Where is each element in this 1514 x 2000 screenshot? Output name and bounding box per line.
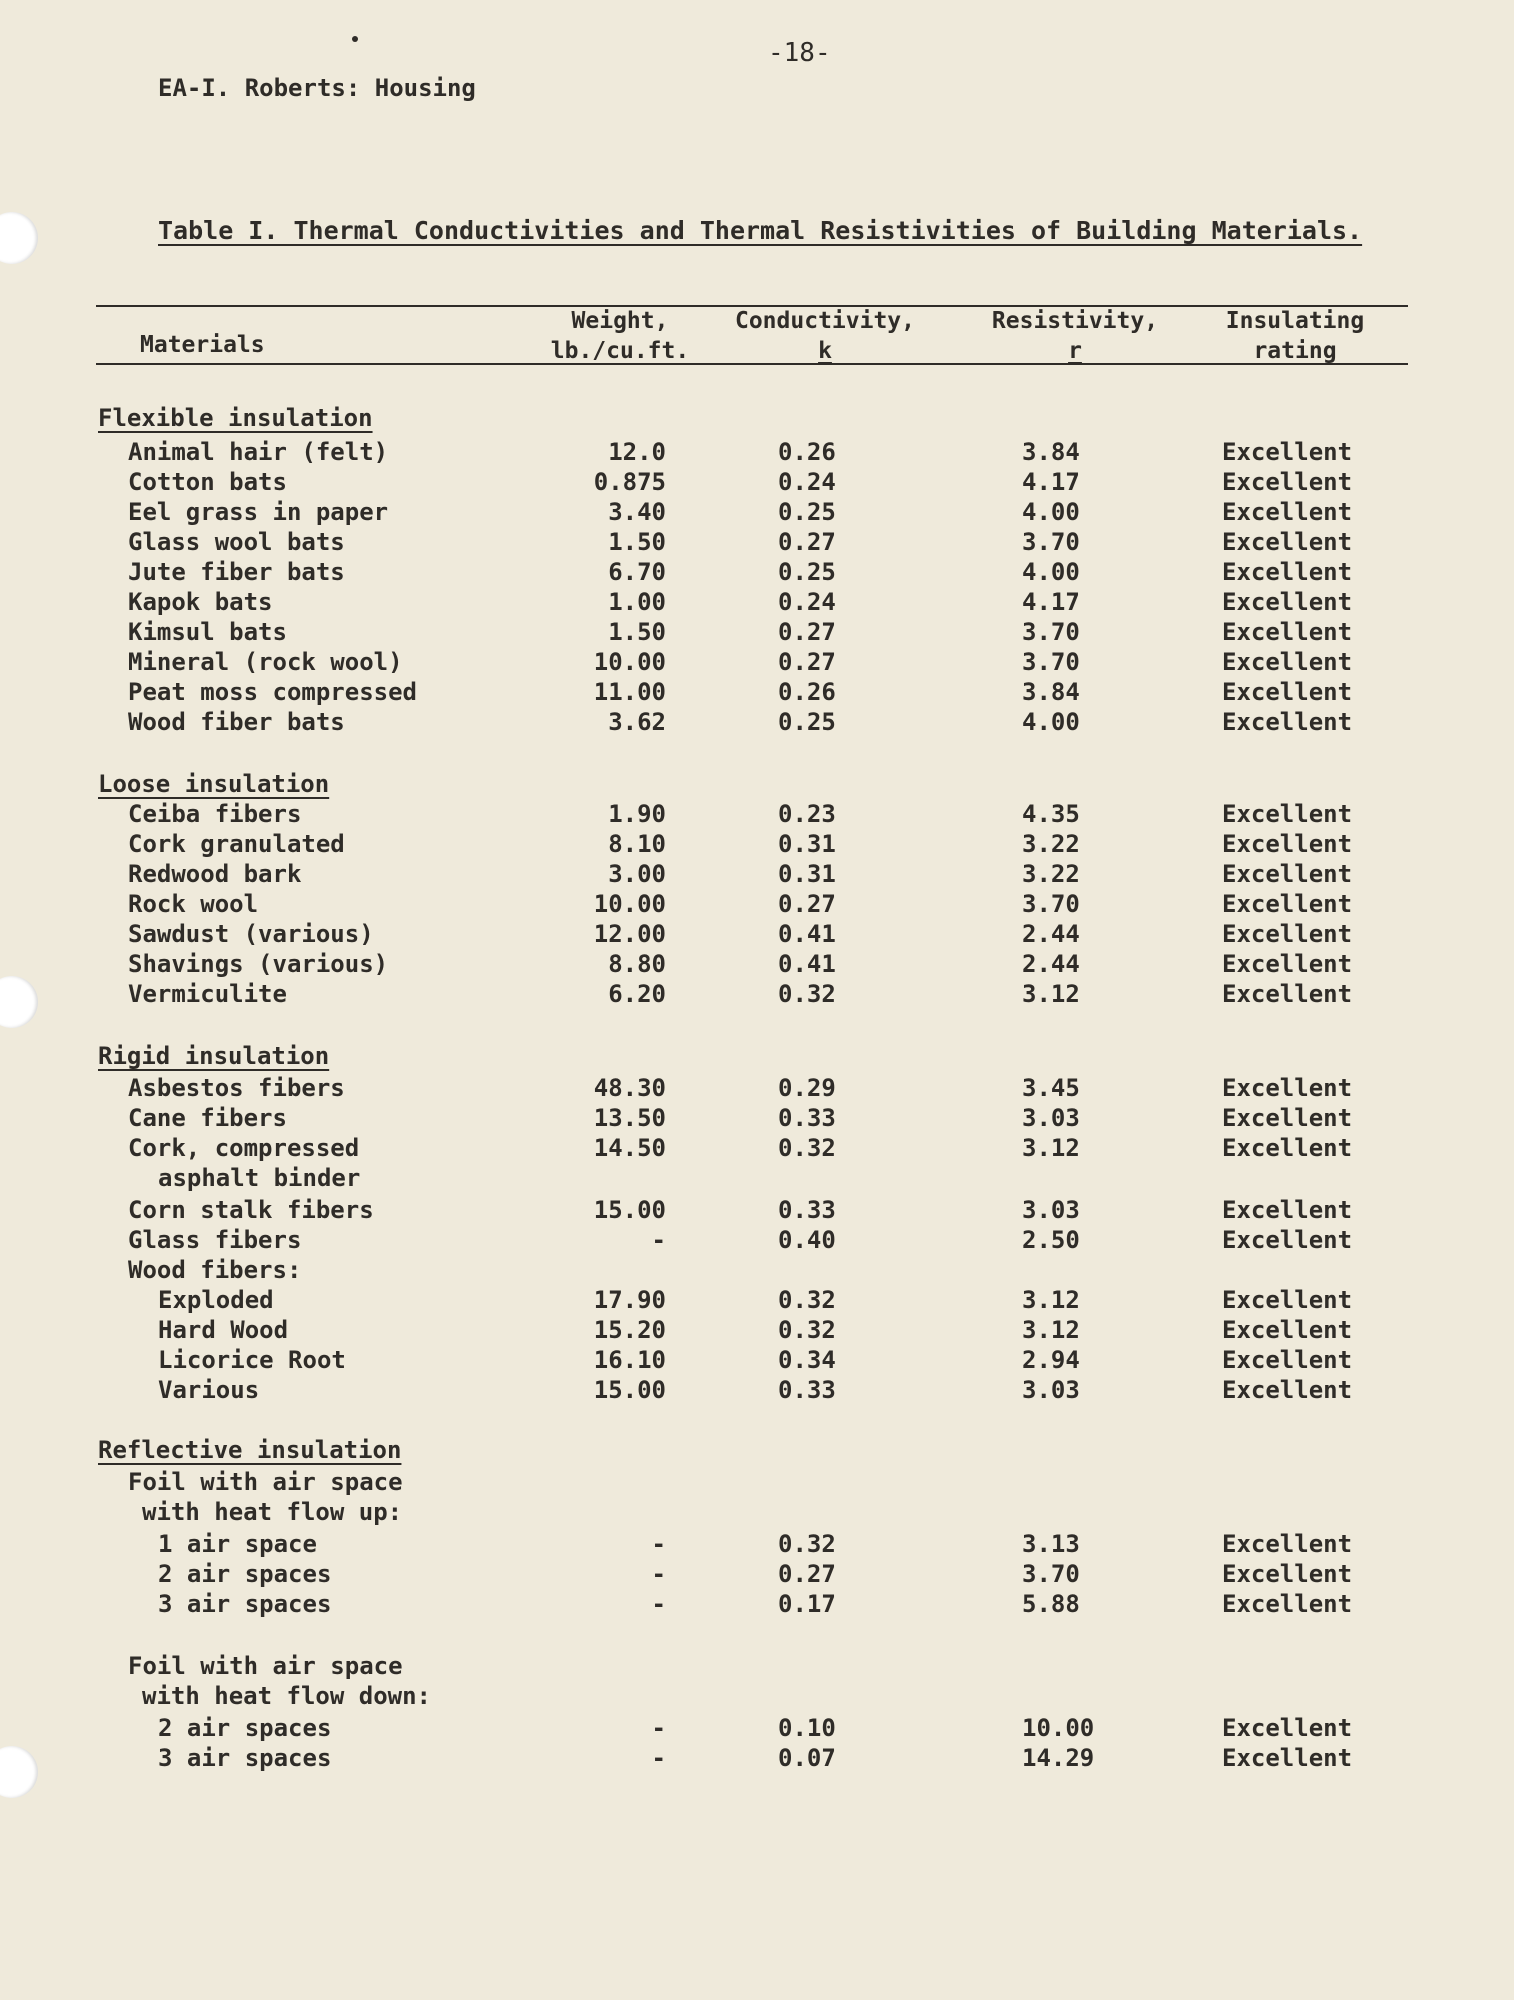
resistivity-value: 3.12 [1022,1316,1080,1344]
subgroup-heading-foil-up: Foil with air space [128,1468,403,1496]
weight-value: 3.40 [608,498,666,526]
weight-value: 48.30 [593,1074,666,1102]
table-row [0,860,1514,890]
conductivity-value: 0.27 [778,890,836,918]
resistivity-value: 3.12 [1022,980,1080,1008]
table-row [0,950,1514,980]
weight-value: 6.70 [608,558,666,586]
conductivity-value: 0.27 [778,648,836,676]
subgroup-heading-foil-up-cont: with heat flow up: [142,1498,403,1526]
resistivity-value: 2.94 [1022,1346,1080,1374]
weight-value: 12.00 [593,920,666,948]
material-name: Corn stalk fibers [128,1196,374,1224]
resistivity-value: 2.50 [1022,1226,1080,1254]
rating-value: Excellent [1222,1074,1353,1102]
table-row [0,830,1514,860]
rating-value: Excellent [1222,438,1353,466]
weight-value: 1.90 [608,800,666,828]
conductivity-value: 0.23 [778,800,836,828]
table-row [0,890,1514,920]
rating-value: Excellent [1222,708,1353,736]
material-name: Cane fibers [128,1104,287,1132]
rating-value: Excellent [1222,1134,1353,1162]
table-row [0,1376,1514,1406]
material-name: Mineral (rock wool) [128,648,403,676]
table-row [0,800,1514,830]
weight-value: 15.20 [593,1316,666,1344]
weight-value: 1.00 [608,588,666,616]
conductivity-value: 0.24 [778,588,836,616]
resistivity-value: 3.03 [1022,1196,1080,1224]
resistivity-value: 14.29 [1022,1744,1095,1772]
conductivity-value: 0.31 [778,860,836,888]
rating-value: Excellent [1222,1226,1353,1254]
table-row [0,708,1514,738]
weight-value: 0.875 [593,468,666,496]
resistivity-value: 4.17 [1022,468,1080,496]
section-heading-loose: Loose insulation [98,770,330,798]
subgroup-heading-foil-down: Foil with air space [128,1652,403,1680]
table-row [0,1590,1514,1620]
weight-value: 8.80 [608,950,666,978]
weight-value: 13.50 [593,1104,666,1132]
conductivity-value: 0.29 [778,1074,836,1102]
subgroup-heading-foil-down-cont: with heat flow down: [142,1682,431,1710]
material-name: Shavings (various) [128,950,389,978]
material-name: Cotton bats [128,468,287,496]
table-row [0,1286,1514,1316]
table-row [0,1134,1514,1164]
weight-value: 3.62 [608,708,666,736]
conductivity-value: 0.25 [778,708,836,736]
rating-value: Excellent [1222,1286,1353,1314]
rating-value: Excellent [1222,1560,1353,1588]
conductivity-value: 0.32 [778,1286,836,1314]
rating-value: Excellent [1222,800,1353,828]
resistivity-value: 3.70 [1022,890,1080,918]
conductivity-value: 0.17 [778,1590,836,1618]
rating-value: Excellent [1222,498,1353,526]
column-header-resistivity: Resistivity, r [991,308,1159,364]
material-name: Glass fibers [128,1226,302,1254]
column-header-conductivity: Conductivity, k [734,308,915,364]
column-header-rating: Insulating rating [1225,308,1365,364]
page-number: -18- [768,38,831,68]
weight-value: 1.50 [608,528,666,556]
resistivity-value: 3.70 [1022,528,1080,556]
weight-value: 1.50 [608,618,666,646]
section-heading-rigid: Rigid insulation [98,1042,330,1070]
table-row [0,1714,1514,1744]
resistivity-value: 2.44 [1022,920,1080,948]
rating-value: Excellent [1222,468,1353,496]
rating-value: Excellent [1222,1590,1353,1618]
rating-value: Excellent [1222,648,1353,676]
table-row [0,1196,1514,1226]
resistivity-value: 3.84 [1022,678,1080,706]
table-row [0,678,1514,708]
weight-value: 16.10 [593,1346,666,1374]
resistivity-value: 3.03 [1022,1376,1080,1404]
material-name: Hard Wood [158,1316,289,1344]
conductivity-value: 0.41 [778,950,836,978]
weight-value: 15.00 [593,1196,666,1224]
material-name: Kimsul bats [128,618,287,646]
table-row [0,498,1514,528]
rating-value: Excellent [1222,1530,1353,1558]
material-name: Glass wool bats [128,528,345,556]
conductivity-value: 0.24 [778,468,836,496]
conductivity-value: 0.25 [778,558,836,586]
resistivity-value: 10.00 [1022,1714,1095,1742]
subgroup-heading-wood-fibers: Wood fibers: [128,1256,302,1284]
material-name: Asbestos fibers [128,1074,345,1102]
resistivity-value: 3.03 [1022,1104,1080,1132]
weight-value: 15.00 [593,1376,666,1404]
material-name: Jute fiber bats [128,558,345,586]
rating-value: Excellent [1222,588,1353,616]
conductivity-value: 0.33 [778,1196,836,1224]
material-name: 1 air space [158,1530,317,1558]
conductivity-value: 0.27 [778,1560,836,1588]
material-name: Cork granulated [128,830,345,858]
section-heading-reflective: Reflective insulation [98,1436,402,1464]
rating-value: Excellent [1222,890,1353,918]
resistivity-value: 2.44 [1022,950,1080,978]
weight-value: 6.20 [608,980,666,1008]
table-row [0,528,1514,558]
rating-value: Excellent [1222,1196,1353,1224]
resistivity-value: 4.35 [1022,800,1080,828]
conductivity-value: 0.07 [778,1744,836,1772]
material-name: Cork, compressed [128,1134,360,1162]
table-title: Table I. Thermal Conductivities and Thermal Resistivities of Building Materials. [158,216,1363,245]
conductivity-value: 0.32 [778,980,836,1008]
weight-value: - [651,1226,666,1254]
material-name: 2 air spaces [158,1714,332,1742]
weight-value: 10.00 [593,890,666,918]
resistivity-value: 3.84 [1022,438,1080,466]
weight-value: - [651,1714,666,1742]
weight-value: 17.90 [593,1286,666,1314]
resistivity-value: 3.70 [1022,648,1080,676]
table-row [0,920,1514,950]
weight-value: - [651,1560,666,1588]
resistivity-value: 3.70 [1022,618,1080,646]
table-row [0,558,1514,588]
material-name: Rock wool [128,890,259,918]
table-row [0,1104,1514,1134]
rating-value: Excellent [1222,528,1353,556]
conductivity-value: 0.32 [778,1134,836,1162]
material-name: Licorice Root [158,1346,346,1374]
rating-value: Excellent [1222,1316,1353,1344]
weight-value: 8.10 [608,830,666,858]
resistivity-value: 3.22 [1022,830,1080,858]
material-name: Exploded [158,1286,274,1314]
table-row [0,468,1514,498]
material-name: Wood fiber bats [128,708,345,736]
conductivity-value: 0.40 [778,1226,836,1254]
table-row [0,588,1514,618]
resistivity-value: 3.13 [1022,1530,1080,1558]
table-row [0,980,1514,1010]
material-name: 2 air spaces [158,1560,332,1588]
column-header-weight: Weight, lb./cu.ft. [550,308,690,364]
material-name: Peat moss compressed [128,678,417,706]
rating-value: Excellent [1222,950,1353,978]
material-name: Various [158,1376,260,1404]
table-row [0,1316,1514,1346]
resistivity-value: 4.17 [1022,588,1080,616]
material-name: Ceiba fibers [128,800,302,828]
material-name: Eel grass in paper [128,498,389,526]
conductivity-value: 0.10 [778,1714,836,1742]
conductivity-value: 0.32 [778,1530,836,1558]
rating-value: Excellent [1222,1104,1353,1132]
conductivity-value: 0.27 [778,528,836,556]
punch-hole [0,212,38,264]
rating-value: Excellent [1222,678,1353,706]
conductivity-value: 0.41 [778,920,836,948]
material-name: Vermiculite [128,980,287,1008]
rating-value: Excellent [1222,618,1353,646]
weight-value: 3.00 [608,860,666,888]
resistivity-value: 3.70 [1022,1560,1080,1588]
weight-value: 14.50 [593,1134,666,1162]
table-row [0,618,1514,648]
resistivity-value: 3.45 [1022,1074,1080,1102]
material-name: Kapok bats [128,588,273,616]
rating-value: Excellent [1222,1714,1353,1742]
row-continuation: asphalt binder [158,1164,361,1192]
material-name: Sawdust (various) [128,920,374,948]
conductivity-value: 0.32 [778,1316,836,1344]
ink-dot [352,36,358,42]
weight-value: 10.00 [593,648,666,676]
conductivity-value: 0.34 [778,1346,836,1374]
column-header-materials: Materials [140,332,265,358]
table-row [0,648,1514,678]
rating-value: Excellent [1222,860,1353,888]
rating-value: Excellent [1222,980,1353,1008]
table-row [0,1744,1514,1774]
weight-value: 11.00 [593,678,666,706]
material-name: 3 air spaces [158,1590,332,1618]
material-name: 3 air spaces [158,1744,332,1772]
table-row [0,1530,1514,1560]
weight-value: - [651,1590,666,1618]
rating-value: Excellent [1222,558,1353,586]
weight-value: - [651,1744,666,1772]
material-name: Redwood bark [128,860,302,888]
table-row [0,1074,1514,1104]
resistivity-value: 3.22 [1022,860,1080,888]
rating-value: Excellent [1222,920,1353,948]
resistivity-value: 4.00 [1022,558,1080,586]
resistivity-value: 4.00 [1022,498,1080,526]
rating-value: Excellent [1222,1346,1353,1374]
document-header: EA-I. Roberts: Housing [158,74,476,102]
rating-value: Excellent [1222,830,1353,858]
rating-value: Excellent [1222,1744,1353,1772]
weight-value: - [651,1530,666,1558]
conductivity-value: 0.33 [778,1104,836,1132]
conductivity-value: 0.31 [778,830,836,858]
resistivity-value: 3.12 [1022,1134,1080,1162]
resistivity-value: 4.00 [1022,708,1080,736]
conductivity-value: 0.26 [778,678,836,706]
conductivity-value: 0.26 [778,438,836,466]
conductivity-value: 0.27 [778,618,836,646]
conductivity-value: 0.33 [778,1376,836,1404]
conductivity-value: 0.25 [778,498,836,526]
section-heading-flexible: Flexible insulation [98,404,373,432]
table-row [0,1560,1514,1590]
table-row [0,438,1514,468]
material-name: Animal hair (felt) [128,438,389,466]
weight-value: 12.0 [608,438,666,466]
table-row [0,1346,1514,1376]
resistivity-value: 3.12 [1022,1286,1080,1314]
resistivity-value: 5.88 [1022,1590,1080,1618]
table-row [0,1226,1514,1256]
rating-value: Excellent [1222,1376,1353,1404]
